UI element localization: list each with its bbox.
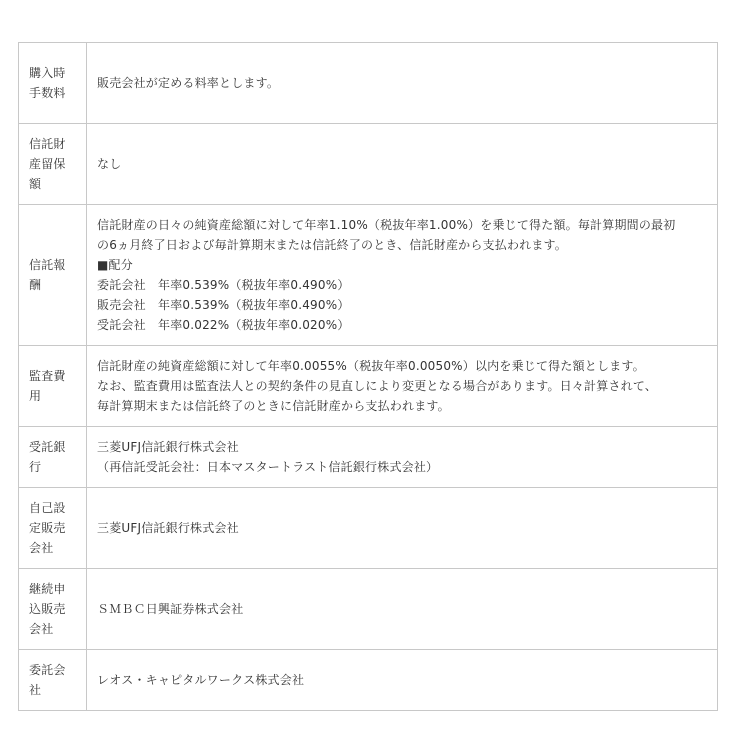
row-value [87, 569, 718, 650]
value-line: 販売会社が定める料率とします。 [97, 76, 280, 90]
value-line: 信託財産の日々の純資産総額に対して年率1.10%（税抜年率1.00%）を乗じて得た額。毎計算期間の最初 [97, 218, 676, 232]
value-line: 委託会社 年率0.539%（税抜年率0.490%） [97, 278, 350, 292]
row-value [87, 43, 718, 124]
table-row [19, 346, 718, 427]
row-label: 信託財 産留保 額 [19, 124, 87, 205]
table-row [19, 650, 718, 711]
table-row [19, 569, 718, 650]
row-label: 自己設 定販売 会社 [19, 488, 87, 569]
table-row [19, 43, 718, 124]
value-line: 毎計算期末または信託終了のときに信託財産から支払われます。 [97, 399, 450, 413]
row-label: 購入時 手数料 [19, 43, 87, 124]
table-row [19, 488, 718, 569]
value-line: 三菱UFJ信託銀行株式会社 [97, 521, 239, 535]
row-label: 監査費 用 [19, 346, 87, 427]
table-row [19, 124, 718, 205]
value-line: 販売会社 年率0.539%（税抜年率0.490%） [97, 298, 350, 312]
row-label: 継続申 込販売 会社 [19, 569, 87, 650]
value-line: ＳＭＢＣ日興証券株式会社 [97, 602, 244, 616]
table-row [19, 205, 718, 346]
value-line: 受託会社 年率0.022%（税抜年率0.020%） [97, 318, 350, 332]
row-value [87, 488, 718, 569]
value-line: （再信託受託会社：日本マスタートラスト信託銀行株式会社） [97, 460, 439, 474]
value-line: なし [97, 157, 122, 171]
row-label: 委託会 社 [19, 650, 87, 711]
row-value [87, 124, 718, 205]
fund-fee-table [18, 42, 718, 711]
value-line: ■配分 [97, 258, 133, 272]
row-label: 信託報 酬 [19, 205, 87, 346]
value-line: 三菱UFJ信託銀行株式会社 [97, 440, 239, 454]
value-line: の6ヵ月終了日および毎計算期末または信託終了のとき、信託財産から支払われます。 [97, 238, 567, 252]
row-value [87, 346, 718, 427]
row-value [87, 205, 718, 346]
row-value [87, 650, 718, 711]
table-row [19, 427, 718, 488]
row-value [87, 427, 718, 488]
row-label: 受託銀 行 [19, 427, 87, 488]
value-line: 信託財産の純資産総額に対して年率0.0055%（税抜年率0.0050%）以内を乗じて得た額とします。 [97, 359, 645, 373]
value-line: レオス・キャピタルワークス株式会社 [97, 673, 305, 687]
value-line: なお、監査費用は監査法人との契約条件の見直しにより変更となる場合があります。日々計算されて、 [97, 379, 658, 393]
